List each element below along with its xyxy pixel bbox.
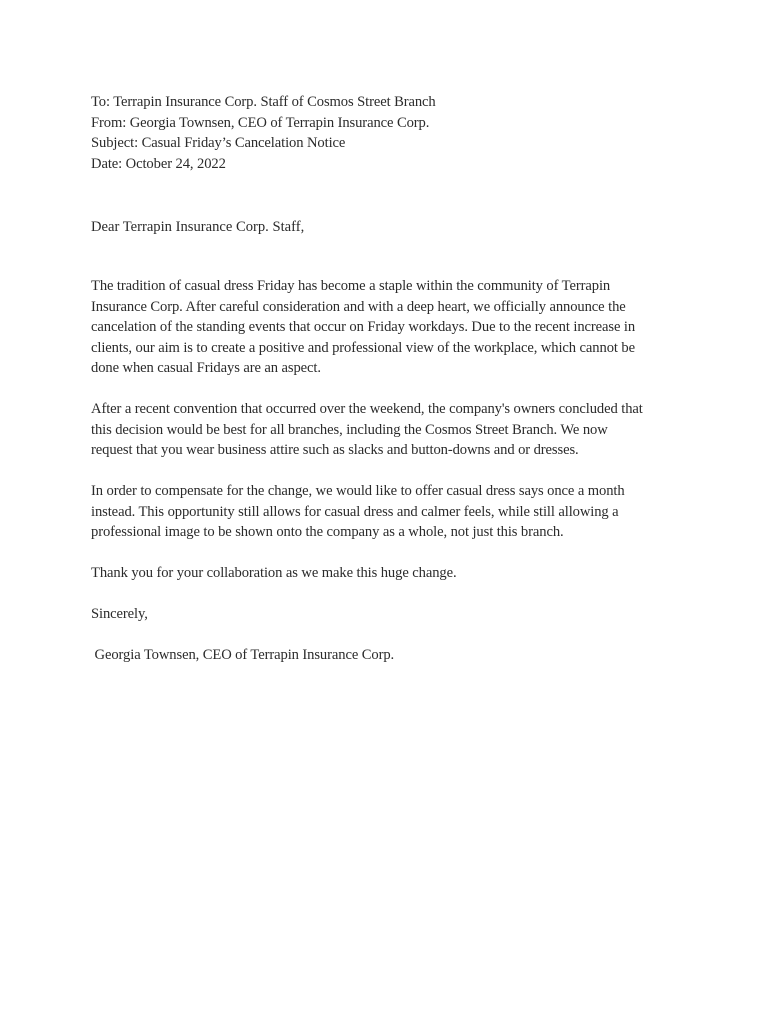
salutation: Dear Terrapin Insurance Corp. Staff, (91, 219, 305, 235)
memo-date-line: Date: October 24, 2022 (91, 155, 226, 172)
paragraph-line: After a recent convention that occurred over the weekend, the company's owners concluded that (91, 401, 643, 417)
paragraph-line: this decision would be best for all branches, including the Cosmos Street Branch. We now (91, 421, 608, 438)
body-paragraph-4 (91, 563, 691, 584)
paragraph-line: In order to compensate for the change, we would like to offer casual dress says once a month (91, 483, 625, 499)
paragraph-line: instead. This opportunity still allows for casual dress and calmer feels, while still allowing a (91, 503, 619, 520)
paragraph-line: The tradition of casual dress Friday has become a staple within the community of Terrapin (91, 278, 611, 294)
paragraph-line: cancelation of the standing events that occur on Friday workdays. Due to the recent increase in (91, 319, 636, 335)
memo-from-line: From: Georgia Townsen, CEO of Terrapin Insurance Corp. (91, 114, 430, 131)
paragraph-line: request that you wear business attire such as slacks and button-downs and or dresses. (91, 442, 579, 458)
closing: Sincerely, (91, 606, 148, 622)
body-paragraph-2 (91, 399, 691, 461)
memo-to-line: To: Terrapin Insurance Corp. Staff of Cosmos Street Branch (91, 94, 436, 110)
paragraph-line: Insurance Corp. After careful consideration and with a deep heart, we officially announce the (91, 298, 626, 315)
body-paragraph-3 (91, 481, 691, 543)
paragraph-line: professional image to be shown onto the company as a whole, not just this branch. (91, 524, 564, 540)
signature-line: Georgia Townsen, CEO of Terrapin Insurance Corp. (91, 647, 395, 663)
paragraph-line: clients, our aim is to create a positive and professional view of the workplace, which cannot be (91, 339, 635, 356)
paragraph-line: Thank you for your collaboration as we make this huge change. (91, 565, 457, 581)
memo-header (91, 92, 691, 174)
paragraph-line: done when casual Fridays are an aspect. (91, 360, 321, 376)
letter-body (91, 276, 691, 666)
memo-subject-line: Subject: Casual Friday’s Cancelation Notice (91, 135, 346, 151)
body-paragraph-1 (91, 276, 691, 379)
